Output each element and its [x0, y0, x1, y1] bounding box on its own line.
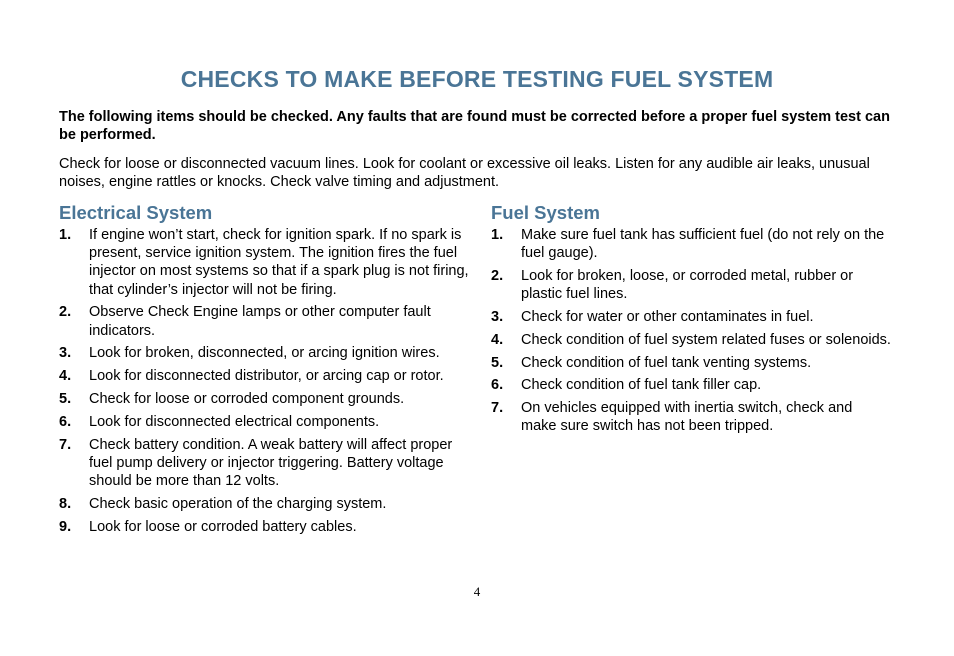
item-number: 7. — [491, 400, 504, 417]
item-text: Check for loose or corroded component grounds. — [89, 391, 405, 407]
list-item — [59, 518, 469, 536]
item-text: Look for loose or corroded battery cables. — [89, 518, 357, 535]
item-text: Make sure fuel tank has sufficient fuel (do not rely on the fuel gauge). — [521, 227, 885, 262]
item-number: 1. — [59, 227, 72, 243]
list-item — [59, 367, 469, 385]
item-number: 5. — [491, 354, 504, 371]
electrical-checklist — [59, 226, 469, 536]
item-text: Check condition of fuel tank filler cap. — [521, 377, 762, 394]
item-text: Look for broken, loose, or corroded metal, rubber or plastic fuel lines. — [521, 268, 854, 303]
item-number: 9. — [59, 518, 72, 535]
page-number: 4 — [473, 584, 481, 599]
item-number: 6. — [59, 413, 72, 430]
list-item — [491, 267, 891, 303]
intro-paragraph: Check for loose or disconnected vacuum lines. Look for coolant or excessive oil leaks. Listen for any audible air leaks, unusual noises, engine rattles or knocks. Check valve timing and adjustment. — [59, 156, 870, 190]
list-item — [59, 303, 469, 339]
list-item — [491, 226, 891, 262]
list-item — [59, 390, 469, 408]
item-number: 3. — [59, 345, 72, 362]
item-text: Look for disconnected distributor, or arcing cap or rotor. — [89, 368, 444, 385]
fuel-system-section — [491, 202, 891, 440]
list-item — [59, 495, 469, 513]
item-number: 5. — [59, 391, 72, 407]
fuel-checklist — [491, 226, 891, 436]
item-text: Observe Check Engine lamps or other computer fault indicators. — [89, 304, 431, 339]
list-item — [491, 354, 891, 372]
item-text: Check basic operation of the charging system. — [89, 495, 387, 512]
list-item — [491, 376, 891, 394]
list-item — [59, 413, 469, 431]
item-text: On vehicles equipped with inertia switch, check and make sure switch has not been tripped. — [521, 400, 853, 435]
page-title: CHECKS TO MAKE BEFORE TESTING FUEL SYSTEM — [180, 66, 774, 92]
item-number: 8. — [59, 495, 72, 512]
electrical-system-section — [59, 202, 469, 540]
list-item — [59, 226, 469, 299]
item-number: 2. — [491, 268, 504, 284]
item-number: 2. — [59, 304, 72, 321]
item-number: 4. — [59, 368, 72, 385]
list-item — [59, 436, 469, 491]
item-text: Check battery condition. A weak battery will affect proper fuel pump delivery or injector triggering. Battery voltage should be more than 12 volts. — [89, 436, 453, 489]
electrical-system-heading: Electrical System — [59, 202, 213, 223]
list-item — [491, 308, 891, 326]
item-number: 3. — [491, 309, 504, 325]
list-item — [59, 344, 469, 362]
list-item — [491, 331, 891, 349]
item-number: 7. — [59, 436, 72, 453]
item-text: Look for disconnected electrical components. — [89, 413, 380, 430]
item-text: Check condition of fuel system related fuses or solenoids. — [521, 331, 891, 348]
item-text: Check for water or other contaminates in fuel. — [521, 309, 814, 325]
list-item — [491, 399, 891, 435]
item-text: If engine won’t start, check for ignition spark. If no spark is present, service ignition system. The ignition fires the fuel injector on most systems so that if a spark plug is not firing, that cylinder’s injector will not be firing. — [89, 227, 469, 298]
item-text: Look for broken, disconnected, or arcing ignition wires. — [89, 345, 440, 362]
item-number: 4. — [491, 331, 504, 348]
item-number: 1. — [491, 227, 504, 243]
item-text: Check condition of fuel tank venting systems. — [521, 354, 812, 371]
fuel-system-heading: Fuel System — [491, 202, 600, 223]
intro-bold-paragraph: The following items should be checked. Any faults that are found must be corrected before a proper fuel system test can be performed. — [59, 109, 890, 143]
item-number: 6. — [491, 377, 504, 394]
